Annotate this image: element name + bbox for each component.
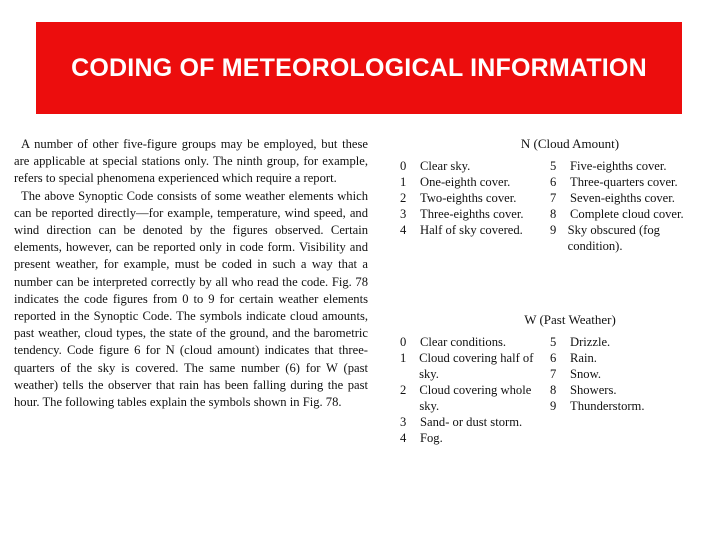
code-number: 2: [400, 191, 407, 205]
cloud-amount-grid: [400, 158, 700, 254]
table-row: [550, 206, 700, 222]
paragraph-1: A number of other five-figure groups may be employed, but these are applicable at special stations only. The ninth group, for example, refers to special phenomena experienced which require a report.: [14, 137, 368, 186]
past-weather-col-right: [550, 334, 700, 446]
code-number: 4: [400, 223, 407, 237]
code-number: 4: [400, 431, 407, 445]
code-description: Complete cloud cover.: [570, 207, 684, 221]
code-description: Three-quarters cover.: [570, 175, 678, 189]
code-description: One-eighth cover.: [420, 175, 511, 189]
table-row: [400, 190, 550, 206]
code-number: 8: [550, 207, 557, 221]
code-description: Sand- or dust storm.: [420, 415, 523, 429]
code-description: Showers.: [570, 383, 617, 397]
cloud-amount-table: [400, 136, 700, 254]
code-number: 6: [550, 351, 557, 365]
slide-title: CODING OF METEOROLOGICAL INFORMATION: [71, 53, 647, 82]
table-row: [550, 158, 700, 174]
code-number: 9: [550, 223, 557, 237]
code-number: 5: [550, 335, 557, 349]
code-number: 7: [550, 367, 557, 381]
table-row: [550, 222, 700, 254]
code-description: Rain.: [570, 351, 597, 365]
table-row: [400, 350, 550, 382]
code-description: Half of sky covered.: [420, 223, 523, 237]
table-row: [550, 382, 700, 398]
table-row: [400, 222, 550, 238]
cloud-amount-col-left: [400, 158, 550, 254]
code-number: 9: [550, 399, 557, 413]
past-weather-title: W (Past Weather): [524, 312, 616, 327]
body-text: [14, 136, 368, 411]
code-number: 7: [550, 191, 557, 205]
code-description: Cloud covering half of sky.: [419, 351, 534, 381]
cloud-amount-title: N (Cloud Amount): [520, 136, 620, 151]
code-description: Cloud covering whole sky.: [419, 383, 532, 413]
code-number: 0: [400, 159, 407, 173]
past-weather-col-left: [400, 334, 550, 446]
code-description: Fog.: [420, 431, 443, 445]
code-description: Clear sky.: [420, 159, 471, 173]
table-row: [400, 382, 550, 414]
code-description: Two-eighths cover.: [420, 191, 517, 205]
code-number: 8: [550, 383, 557, 397]
cloud-amount-col-right: [550, 158, 700, 254]
code-number: 5: [550, 159, 557, 173]
code-number: 2: [400, 383, 407, 397]
code-description: Clear conditions.: [420, 335, 507, 349]
code-description: Three-eighths cover.: [420, 207, 524, 221]
code-description: Sky obscured (fog condition).: [567, 223, 660, 253]
table-row: [400, 414, 550, 430]
code-number: 3: [400, 415, 407, 429]
code-number: 1: [400, 351, 407, 365]
code-description: Five-eighths cover.: [570, 159, 667, 173]
code-number: 3: [400, 207, 407, 221]
code-description: Snow.: [570, 367, 602, 381]
code-number: 1: [400, 175, 407, 189]
table-row: [400, 206, 550, 222]
code-number: 6: [550, 175, 557, 189]
table-row: [550, 350, 700, 366]
table-row: [400, 174, 550, 190]
past-weather-table: [400, 312, 700, 446]
past-weather-grid: [400, 334, 700, 446]
table-row: [400, 430, 550, 446]
table-row: [400, 334, 550, 350]
table-row: [550, 174, 700, 190]
table-row: [550, 190, 700, 206]
code-description: Seven-eighths cover.: [570, 191, 675, 205]
table-row: [550, 334, 700, 350]
title-banner: [36, 22, 682, 114]
code-description: Thunderstorm.: [570, 399, 645, 413]
table-row: [550, 398, 700, 414]
code-description: Drizzle.: [570, 335, 611, 349]
code-number: 0: [400, 335, 407, 349]
table-row: [550, 366, 700, 382]
table-row: [400, 158, 550, 174]
paragraph-2: The above Synoptic Code consists of some weather elements which can be reported directly—for example, temperature, wind speed, and wind direction can be denoted by the figures observed. Certain elements, however, can be reported only in code form. Visibility and present weather, for example, must be coded in such a way that a number can be interpreted correctly by all who read the code. Fig. 78 indicates the code figures from 0 to 9 for certain weather elements reported in the Synoptic Code. The symbols indicate cloud amounts, past weather, cloud types, the state of the ground, and the barometric tendency. Code figure 6 for N (cloud amount) indicates that three-quarters of the sky is covered. The same number (6) for W (past weather) tells the observer that rain has been falling during the past hour. The following tables explain the symbols shown in Fig. 78.: [14, 188, 368, 410]
